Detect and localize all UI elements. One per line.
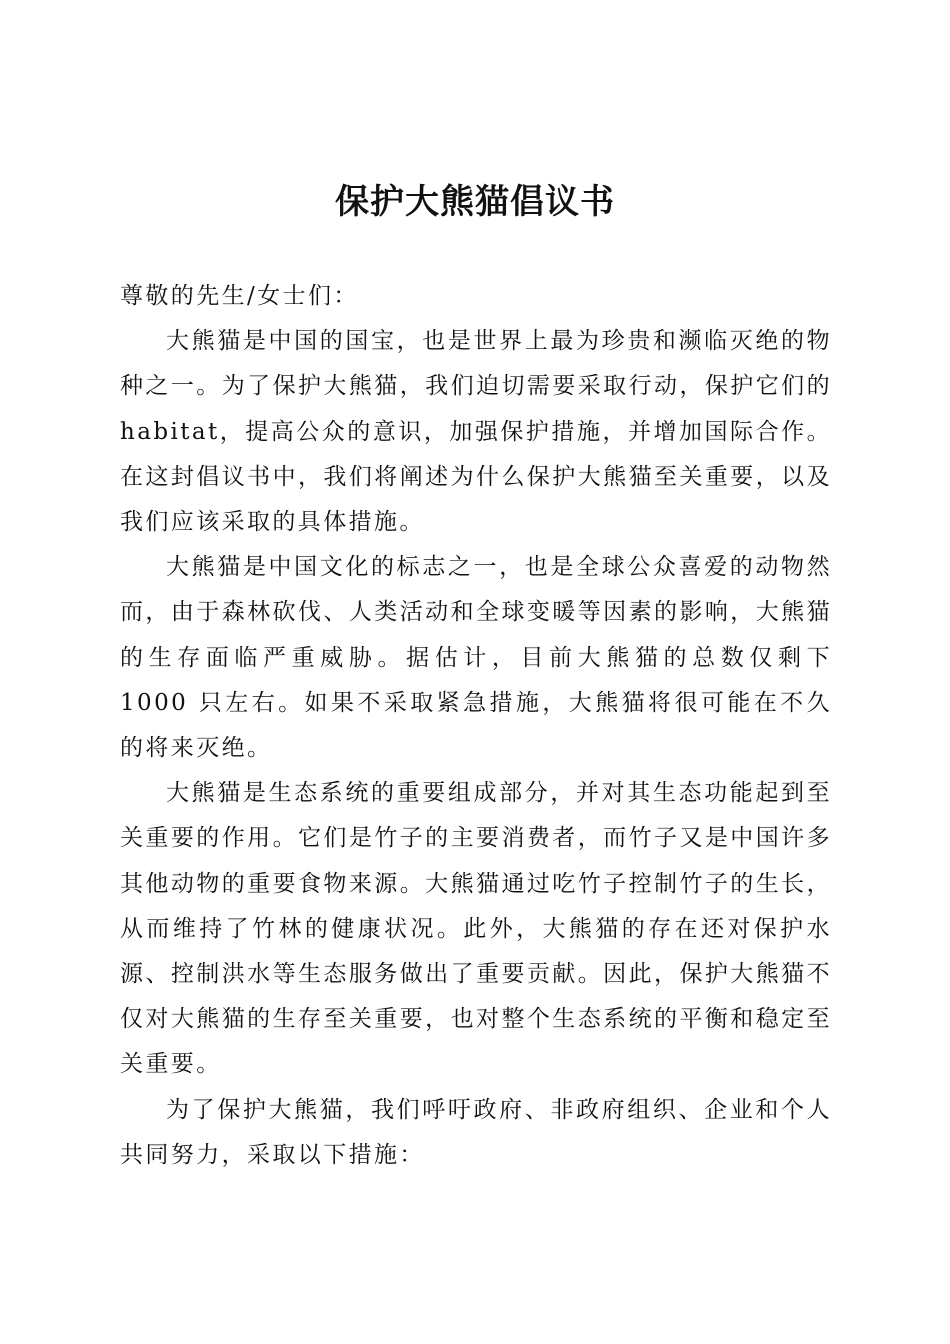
paragraph-threats: 大熊猫是中国文化的标志之一，也是全球公众喜爱的动物然而，由于森林砍伐、人类活动和全球变暖等因素的影响，大熊猫的生存面临严重威胁。据估计，目前大熊猫的总数仅剩下 1000 只左右。如果不采取紧急措施，大熊猫将很可能在不久的将来灭绝。 bbox=[120, 554, 832, 762]
paragraph-call-to-action: 为了保护大熊猫，我们呼吁政府、非政府组织、企业和个人共同努力，采取以下措施： bbox=[120, 1096, 832, 1168]
paragraph-intro: 大熊猫是中国的国宝，也是世界上最为珍贵和濒临灭绝的物种之一。为了保护大熊猫，我们迫切需要采取行动，保护它们的 habitat，提高公众的意识，加强保护措施，并增加国际合作。在这封倡议书中，我们将阐述为什么保护大熊猫至关重要，以及我们应该采取的具体措施。 bbox=[120, 328, 832, 536]
paragraph-ecosystem: 大熊猫是生态系统的重要组成部分，并对其生态功能起到至关重要的作用。它们是竹子的主要消费者，而竹子又是中国许多其他动物的重要食物来源。大熊猫通过吃竹子控制竹子的生长，从而维持了竹林的健康状况。此外，大熊猫的存在还对保护水源、控制洪水等生态服务做出了重要贡献。因此，保护大熊猫不仅对大熊猫的生存至关重要，也对整个生态系统的平衡和稳定至关重要。 bbox=[120, 780, 832, 1078]
salutation: 尊敬的先生/女士们： bbox=[120, 283, 359, 309]
document-title: 保护大熊猫倡议书 bbox=[335, 182, 615, 222]
document-body bbox=[120, 274, 832, 1178]
